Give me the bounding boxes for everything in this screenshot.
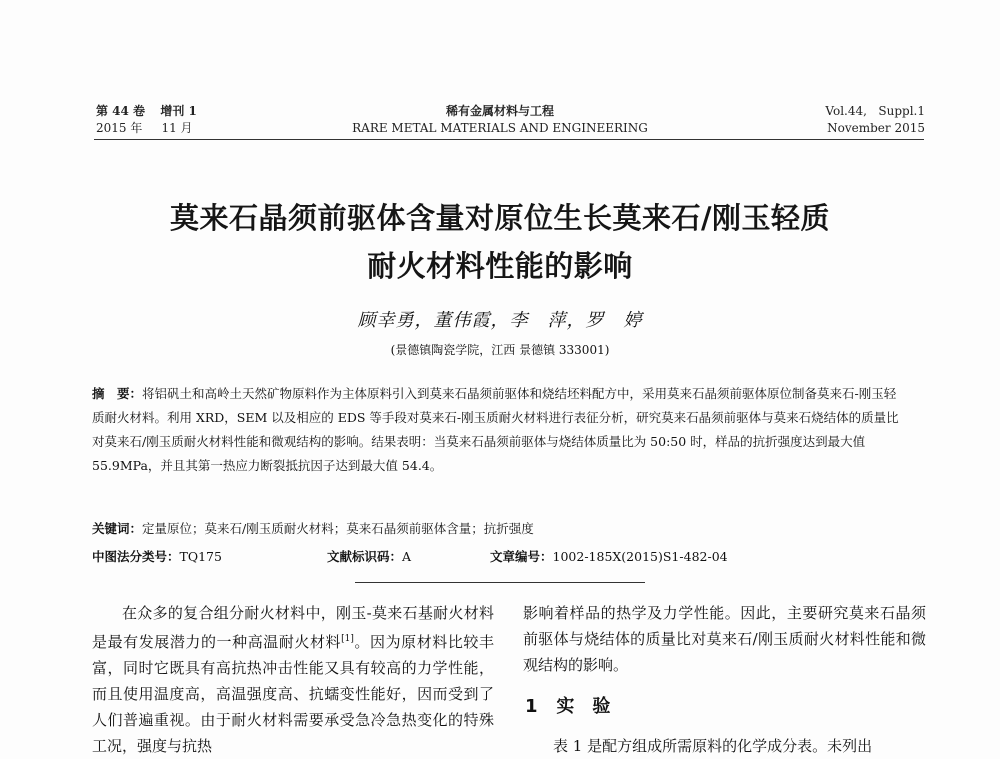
abstract-separator [355, 582, 645, 583]
intro-paragraph: 在众多的复合组分耐火材料中，刚玉-莫来石基耐火材料是最有发展潜力的一种高温耐火材料[1]。因为原材料比较丰富，同时它既具有高抗热冲击性能又具有较高的力学性能，而且使用温度高，高温强度高、抗蠕变性能好，因而受到了人们普遍重视。由于耐火材料需要承受急冷急热变化的特殊工况，强度与抗热 [92, 604, 494, 755]
clc-code [92, 547, 222, 565]
journal-title-cn: 稀有金属材料与工程 [445, 104, 554, 118]
body-left-column [92, 600, 494, 759]
header-rule [94, 139, 924, 140]
clc-label: 中图法分类号： [92, 549, 180, 564]
article-label: 文章编号： [490, 549, 553, 564]
keywords [92, 519, 534, 537]
doc-label: 文献标识码： [327, 549, 403, 564]
citation-ref: [1] [341, 634, 354, 644]
keywords-label: 关键词： [92, 521, 143, 536]
continuation-paragraph: 影响着样品的热学及力学性能。因此，主要研究莫来石晶须前驱体与烧结体的质量比对莫来石/刚玉质耐火材料性能和微观结构的影响。 [523, 604, 926, 674]
section-heading [525, 692, 610, 718]
section-paragraph: 表 1 是配方组成所需原料的化学成分表。未列出 [553, 737, 873, 755]
article-number [490, 547, 728, 565]
abstract [92, 382, 907, 478]
suppl-en: Suppl.1 [878, 104, 925, 118]
paper-title-line2: 耐火材料性能的影响 [367, 249, 633, 283]
doc-value: A [402, 549, 412, 564]
abstract-label: 摘 要： [92, 386, 143, 401]
header-left [96, 103, 197, 137]
article-value: 1002-185X(2015)S1-482-04 [552, 549, 728, 564]
date-en: November 2015 [827, 121, 925, 135]
body-right-column [523, 600, 926, 678]
journal-title-en: RARE METAL MATERIALS AND ENGINEERING [352, 121, 648, 135]
keywords-text: 定量原位；莫来石/刚玉质耐火材料；莫来石晶须前驱体含量；抗折强度 [142, 521, 534, 536]
authors: 顾幸勇，董伟霞，李 萍，罗 婷 [357, 310, 643, 331]
section-body [523, 733, 926, 759]
header-right [825, 103, 925, 137]
issue-cn: 增刊 1 [160, 104, 197, 118]
volume-cn: 第 44 卷 [96, 104, 146, 118]
doc-code [327, 547, 411, 565]
section-title: 实 验 [556, 696, 611, 717]
affiliation: (景德镇陶瓷学院，江西 景德镇 333001) [390, 343, 610, 357]
volume-en: Vol.44, [825, 104, 867, 118]
abstract-text: 将铝矾土和高岭土天然矿物原料作为主体原料引入到莫来石晶须前驱体和烧结坯料配方中，采用莫来石晶须前驱体原位制备莫来石-刚玉轻质耐火材料。利用 XRD，SEM 以及相应的 EDS 等手段对莫来石-刚玉质耐火材料进行表征分析，研究莫来石晶须前驱体与莫来石烧结体的质量比对莫来石/刚玉质耐火材料性能和微观结构的影响。结果表明：当莫来石晶须前驱体与烧结体质量比为 50:50 时，样品的抗折强度达到最大值 55.9MPa，并且其第一热应力断裂抵抗因子达到最大值 54.4。 [92, 386, 899, 473]
clc-value: TQ175 [179, 549, 222, 564]
section-number: 1 [525, 696, 538, 717]
month-cn: 11 月 [161, 121, 193, 135]
year-cn: 2015 年 [96, 121, 143, 135]
paper-title-line1: 莫来石晶须前驱体含量对原位生长莫来石/刚玉轻质 [169, 201, 831, 235]
header-center [300, 103, 700, 137]
